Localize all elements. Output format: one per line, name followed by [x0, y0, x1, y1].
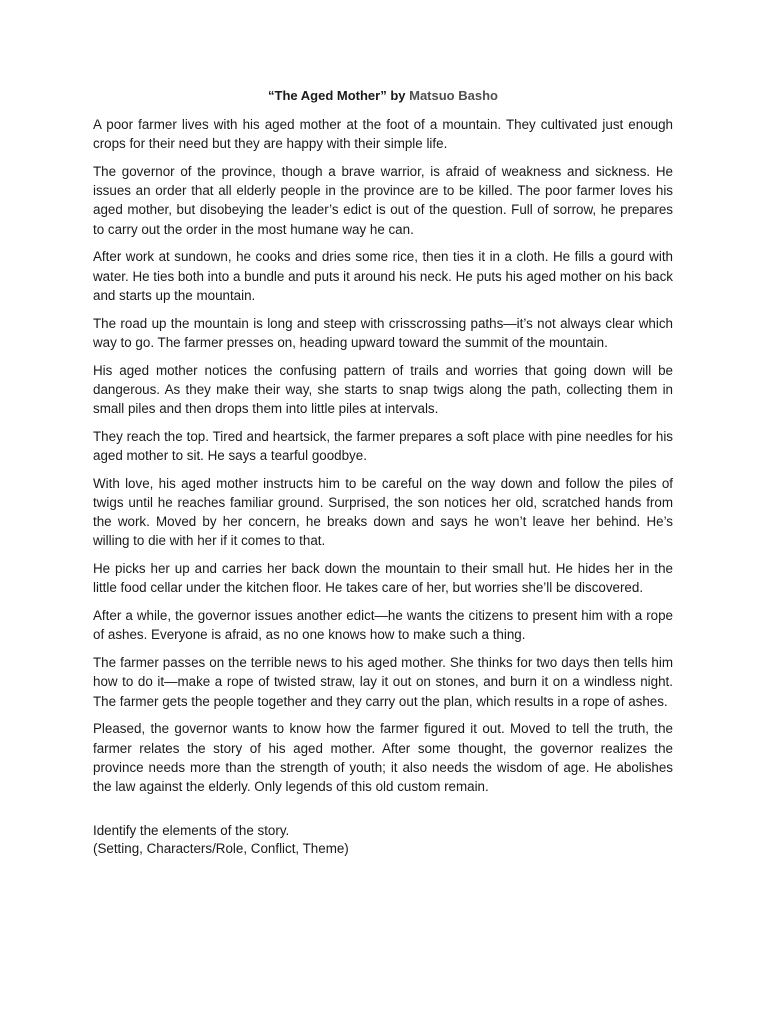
paragraph-8: He picks her up and carries her back down the mountain to their small hut. He hides her in the little food cellar under the kitchen floor. He takes care of her, but worries she’ll be discovered.	[93, 561, 673, 596]
paragraph-5: His aged mother notices the confusing pattern of trails and worries that going down will be dangerous. As they make their way, she starts to snap twigs along the path, collecting them in small piles and then drops them into little piles at intervals.	[93, 362, 673, 417]
paragraph-1: A poor farmer lives with his aged mother at the foot of a mountain. They cultivated just enough crops for their need but they are happy with their simple life.	[93, 117, 673, 152]
paragraph-6: They reach the top. Tired and heartsick, the farmer prepares a soft place with pine needles for his aged mother to sit. He says a tearful goodbye.	[93, 428, 673, 464]
paragraph-11: Pleased, the governor wants to know how the farmer figured it out. Moved to tell the truth, the farmer relates the story of his aged mother. After some thought, the governor realizes the province needs more than the strength of youth; it also needs the wisdom of age. He abolishes the law against the elderly. Only legends of this old custom remain.	[93, 721, 673, 795]
paragraph-7: With love, his aged mother instructs him to be careful on the way down and follow the piles of twigs until he reaches familiar ground. Surprised, the son notices her old, scratched hands from the work. Moved by her concern, he breaks down and says he won’t leave her behind. He’s willing to die with her if it comes to that.	[93, 475, 673, 549]
title-author: Matsuo Basho	[409, 88, 498, 103]
paragraph-9: After a while, the governor issues another edict—he wants the citizens to present him with a rope of ashes. Everyone is afraid, as no one knows how to make such a thing.	[93, 608, 673, 643]
document-title	[93, 86, 673, 106]
paragraph-10: The farmer passes on the terrible news to his aged mother. She thinks for two days then tells him how to do it—make a rope of twisted straw, lay it out on stones, and burn it on a windless night. The farmer gets the people together and they carry out the plan, which results in a rope of ashes.	[93, 655, 673, 709]
prompt-elements: (Setting, Characters/Role, Conflict, Theme)	[93, 840, 349, 856]
assignment-prompt	[93, 822, 673, 857]
paragraph-2: The governor of the province, though a brave warrior, is afraid of weakness and sickness. He issues an order that all elderly people in the province are to be killed. The poor farmer loves his aged mother, but disobeying the leader’s edict is out of the question. Full of sorrow, he prepares to carry out the order in the most humane way he can.	[93, 164, 673, 237]
paragraph-4: The road up the mountain is long and steep with crisscrossing paths—it’s not always clear which way to go. The farmer presses on, heading upward toward the summit of the mountain.	[93, 315, 673, 350]
document-page	[93, 86, 673, 857]
title-work: “The Aged Mother” by	[268, 88, 406, 103]
prompt-instruction: Identify the elements of the story.	[93, 823, 290, 839]
paragraph-3: After work at sundown, he cooks and dries some rice, then ties it in a cloth. He fills a gourd with water. He ties both into a bundle and puts it around his neck. He puts his aged mother on his back and starts up the mountain.	[93, 249, 673, 303]
